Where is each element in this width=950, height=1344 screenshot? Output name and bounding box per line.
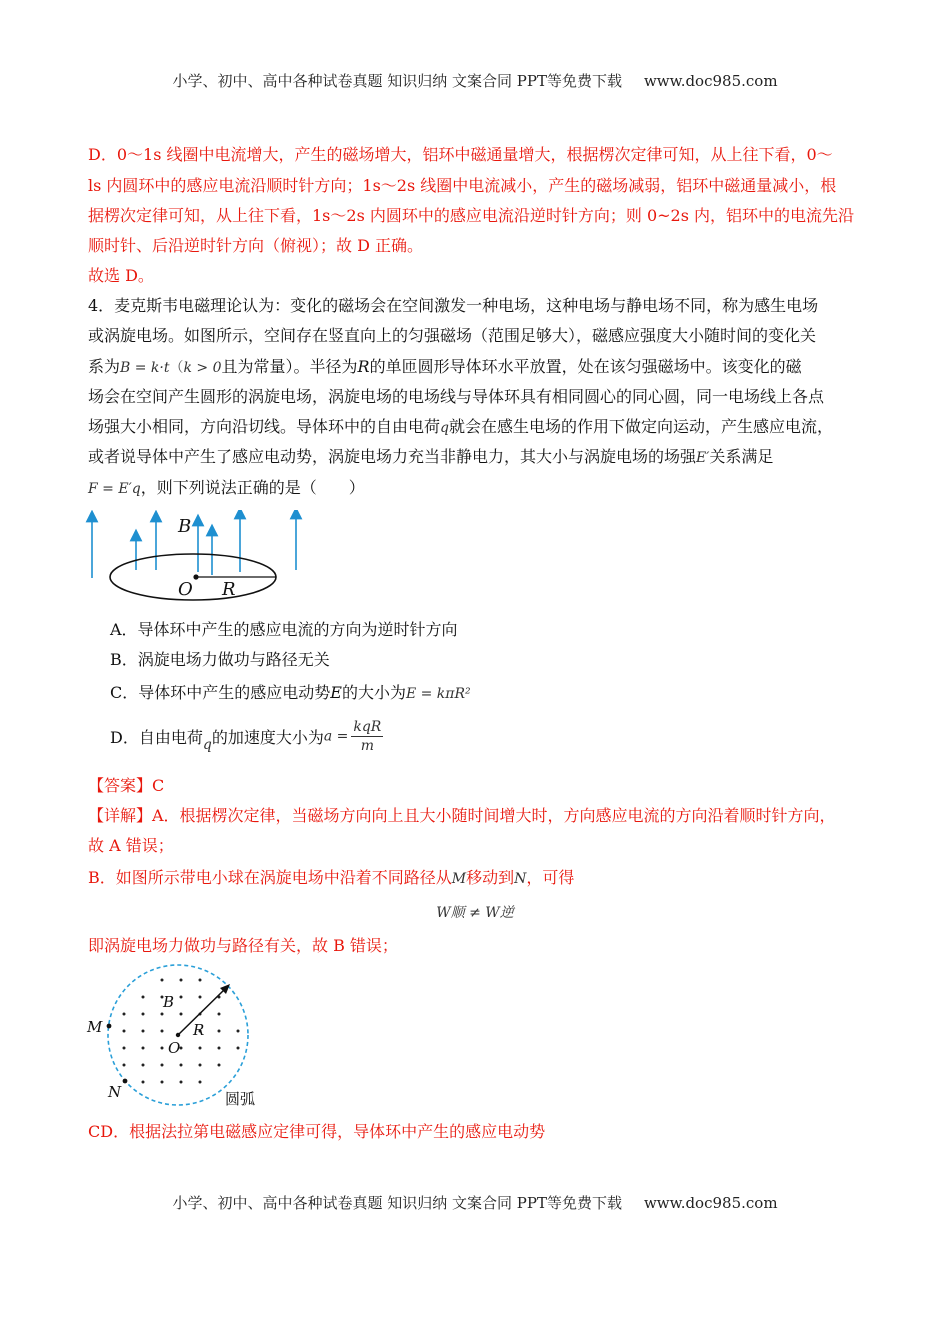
point-M-dot: [107, 1024, 112, 1029]
field-dot: [180, 1064, 183, 1067]
question-line-1: 4．麦克斯韦电磁理论认为：变化的磁场会在空间激发一种电场，这种电场与静电场不同，称为感生电场: [88, 296, 819, 315]
option-C: [110, 680, 471, 703]
option-D-text-a: D．自由电荷: [110, 728, 203, 747]
field-dot: [123, 1030, 126, 1033]
detail3-symbol-M: M: [451, 871, 467, 887]
field-dot: [180, 1081, 183, 1084]
detail-line-2: 故 A 错误；: [88, 836, 174, 855]
q6-text-a: 或者说导体中产生了感应电动势，涡旋电场力充当非静电力，其大小与涡旋电场的场强: [88, 447, 697, 466]
field-dot: [161, 979, 164, 982]
label-B2: B: [163, 993, 175, 1011]
q3-text-g: 的单匝圆形导体环水平放置，处在该匀强磁场中。该变化的磁: [369, 357, 802, 376]
option-D-symbol-q: q: [202, 737, 212, 753]
option-D: [110, 718, 383, 758]
label-O: O: [178, 579, 193, 600]
page-header: [0, 70, 950, 91]
answer-label: 【答案】C: [88, 776, 165, 795]
prev-explanation-line-2: ls 内圆环中的感应电流沿顺时针方向；1s～2s 线圈中电流减小，产生的磁场减弱，铝环中磁通量减小，根: [88, 176, 837, 195]
q7-formula-F: F = E′q: [88, 481, 141, 497]
work-formula: [0, 902, 950, 922]
field-dot: [180, 979, 183, 982]
option-D-text-c: 的加速度大小为: [211, 728, 324, 747]
option-D-denominator: m: [360, 738, 374, 754]
question-line-4: 场会在空间产生圆形的涡旋电场，涡旋电场的电场线与导体环具有相同圆心的同心圆，同一电场线上各点: [88, 387, 825, 406]
option-D-fraction: [351, 718, 383, 755]
question-line-5: [88, 417, 833, 438]
q6-symbol-E: E′: [696, 450, 710, 466]
field-dot: [142, 1013, 145, 1016]
center-point: [193, 574, 198, 579]
option-C-symbol-E: E: [330, 683, 342, 702]
option-C-formula: E = kπR²: [405, 686, 471, 702]
prev-explanation-line-5: 故选 D。: [88, 266, 154, 285]
option-C-text-c: 的大小为: [341, 683, 406, 702]
option-D-numerator: kqR: [353, 719, 382, 735]
prev-explanation-line-1: D．0～1s 线圈中电流增大，产生的磁场增大，铝环中磁通量增大，根据楞次定律可知，从上往下看，0～: [88, 145, 833, 164]
field-dot: [142, 1030, 145, 1033]
field-dot: [199, 979, 202, 982]
field-dot: [218, 1064, 221, 1067]
detail-line-5: CD．根据法拉第电磁感应定律可得，导体环中产生的感应电动势: [88, 1122, 546, 1141]
label-O2: O: [168, 1039, 181, 1057]
prev-explanation-line-4: 顺时针、后沿逆时针方向（俯视）；故 D 正确。: [88, 236, 424, 255]
field-dot: [161, 1064, 164, 1067]
option-A: A．导体环中产生的感应电流的方向为逆时针方向: [110, 620, 458, 639]
field-dot: [237, 1047, 240, 1050]
detail3-text-c: 移动到: [466, 868, 515, 887]
label-arc: 圆弧: [225, 1090, 256, 1108]
field-dot: [142, 1047, 145, 1050]
footer-text: 小学、初中、高中各种试卷真题 知识归纳 文案合同 PPT等免费下载: [172, 1194, 622, 1212]
field-dot: [142, 1064, 145, 1067]
q5-symbol-q: q: [440, 420, 449, 436]
detail3-symbol-N: N: [514, 871, 527, 887]
header-text: 小学、初中、高中各种试卷真题 知识归纳 文案合同 PPT等免费下载: [172, 72, 622, 90]
field-dot: [161, 1047, 164, 1050]
prev-explanation-line-3: 据楞次定律可知，从上往下看，1s～2s 内圆环中的感应电流沿逆时针方向；则 0~2s 内，铝环中的电流先沿: [88, 206, 855, 225]
option-C-text-a: C．导体环中产生的感应电动势: [110, 683, 331, 702]
field-dot: [218, 1047, 221, 1050]
q3-formula-k: k > 0: [183, 360, 222, 376]
q3-symbol-R: R: [357, 357, 370, 376]
field-dot: [123, 1013, 126, 1016]
q3-text-b: （: [169, 360, 184, 376]
field-dot: [161, 1030, 164, 1033]
page-footer: [0, 1192, 950, 1213]
label-N: N: [108, 1083, 122, 1101]
question-line-6: [88, 447, 773, 468]
q5-text-c: 就会在感生电场的作用下做定向运动，产生感应电流，: [448, 417, 833, 436]
figure-vortex-field: [80, 962, 280, 1112]
work-formula-text: W顺 ≠ W逆: [436, 905, 514, 921]
detail3-text-a: B．如图所示带电小球在涡旋电场中沿着不同路径从: [88, 868, 452, 887]
label-R: R: [222, 579, 236, 600]
field-dot: [161, 1013, 164, 1016]
field-dot: [218, 1013, 221, 1016]
field-dot: [142, 1081, 145, 1084]
field-dot: [180, 1013, 183, 1016]
field-dot: [199, 1064, 202, 1067]
q3-text-a: 系为: [88, 357, 121, 376]
option-B: B．涡旋电场力做功与路径无关: [110, 650, 330, 669]
field-dot: [237, 1030, 240, 1033]
footer-url[interactable]: www.doc985.com: [643, 1194, 778, 1212]
detail3-text-e: ，可得: [526, 868, 575, 887]
question-line-7: [88, 478, 365, 499]
detail-line-1: 【详解】A．根据楞次定律，当磁场方向向上且大小随时间增大时，方向感应电流的方向沿着顺时针方向，: [88, 806, 836, 825]
label-R2: R: [193, 1021, 205, 1039]
field-dot: [199, 996, 202, 999]
field-dot: [199, 1081, 202, 1084]
figure-ring-in-field: [80, 510, 320, 605]
label-B: B: [178, 516, 192, 537]
field-dot: [218, 1030, 221, 1033]
field-dot: [123, 1047, 126, 1050]
q6-text-c: 关系满足: [709, 447, 774, 466]
field-dot: [142, 996, 145, 999]
field-dot: [161, 1081, 164, 1084]
option-D-formula-a: a =: [323, 728, 349, 745]
question-line-3: [88, 357, 802, 378]
label-M: M: [87, 1018, 103, 1036]
header-url[interactable]: www.doc985.com: [643, 72, 778, 90]
point-N-dot: [123, 1079, 128, 1084]
detail-line-3: [88, 868, 574, 889]
q3-formula-B: B = k·t: [120, 360, 170, 376]
detail-line-4: 即涡旋电场力做功与路径有关，故 B 错误；: [88, 936, 398, 955]
center-O-dot: [176, 1033, 180, 1037]
q3-text-d: 且为常量）。半径为: [221, 357, 358, 376]
question-line-2: 或涡旋电场。如图所示，空间存在竖直向上的匀强磁场（范围足够大），磁感应强度大小随时间的变化关: [88, 326, 817, 345]
field-dots: [123, 979, 240, 1084]
field-dot: [123, 1064, 126, 1067]
field-dot: [199, 1047, 202, 1050]
q7-text-b: ，则下列说法正确的是（ ）: [140, 478, 365, 497]
field-dot: [180, 996, 183, 999]
q5-text-a: 场强大小相同，方向沿切线。导体环中的自由电荷: [88, 417, 441, 436]
